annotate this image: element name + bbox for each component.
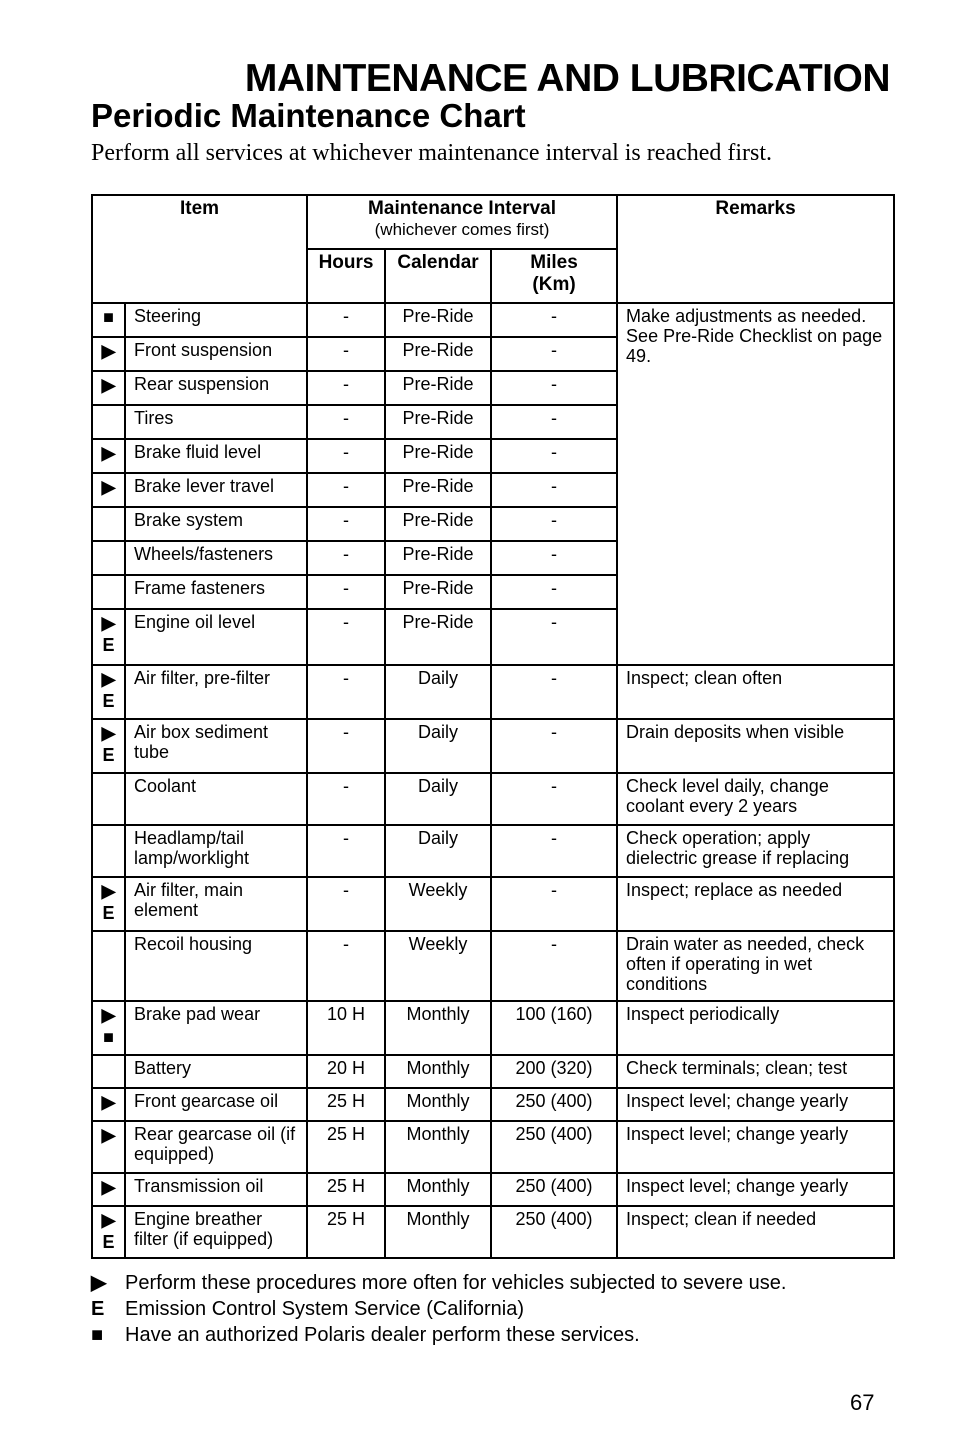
row-miles: - [491, 507, 617, 541]
row-miles: - [491, 575, 617, 609]
header-interval: Maintenance Interval (whichever comes first) [307, 195, 617, 249]
row-item: Recoil housing [125, 931, 307, 1001]
row-hours: 10 H [307, 1001, 385, 1055]
table-row [92, 1055, 894, 1088]
table-row [92, 931, 894, 1001]
row-symbol-secondary-icon: E [102, 903, 115, 923]
row-calendar: Daily [385, 773, 491, 825]
row-symbol [92, 609, 125, 665]
triangle-icon: ▶ [91, 1272, 107, 1294]
row-symbol-icon: ■ [103, 307, 114, 327]
row-item: Air filter, main element [125, 877, 307, 931]
row-symbol [92, 931, 125, 1001]
row-symbol [92, 665, 125, 719]
row-item: Brake pad wear [125, 1001, 307, 1055]
row-miles: - [491, 825, 617, 877]
row-miles: 250 (400) [491, 1121, 617, 1173]
row-miles: - [491, 877, 617, 931]
row-symbol [92, 337, 125, 371]
row-hours: - [307, 337, 385, 371]
row-remarks: Inspect; replace as needed [617, 877, 894, 931]
header-item: Item [92, 195, 307, 303]
row-hours: - [307, 371, 385, 405]
row-symbol-secondary-icon: E [102, 1232, 115, 1252]
row-remarks: Inspect level; change yearly [617, 1088, 894, 1121]
row-symbol [92, 1088, 125, 1121]
row-remarks: Inspect level; change yearly [617, 1121, 894, 1173]
row-hours: - [307, 405, 385, 439]
row-item: Wheels/fasteners [125, 541, 307, 575]
row-hours: - [307, 507, 385, 541]
row-symbol-icon: ▶ [101, 1125, 116, 1145]
row-symbol [92, 825, 125, 877]
row-symbol-icon: ▶ [101, 1210, 116, 1230]
table-row [92, 1173, 894, 1206]
row-calendar: Pre-Ride [385, 439, 491, 473]
table-row [92, 1001, 894, 1055]
legend-row-severe [91, 1270, 786, 1296]
legend-text: Emission Control System Service (California) [125, 1298, 525, 1320]
row-miles: 250 (400) [491, 1173, 617, 1206]
row-symbol [92, 1001, 125, 1055]
legend-text: Have an authorized Polaris dealer perform these services. [125, 1324, 640, 1346]
header-calendar: Calendar [385, 249, 491, 303]
table-row [92, 1088, 894, 1121]
row-symbol-icon: ▶ [101, 881, 116, 901]
row-symbol-icon: ▶ [101, 341, 116, 361]
row-item: Rear gearcase oil (if equipped) [125, 1121, 307, 1173]
row-symbol [92, 575, 125, 609]
row-calendar: Monthly [385, 1055, 491, 1088]
row-remarks: Check terminals; clean; test [617, 1055, 894, 1088]
row-symbol [92, 877, 125, 931]
row-item: Engine breather filter (if equipped) [125, 1206, 307, 1258]
row-symbol-icon: ▶ [101, 443, 116, 463]
row-calendar: Weekly [385, 877, 491, 931]
row-miles: - [491, 773, 617, 825]
row-hours: 25 H [307, 1088, 385, 1121]
row-miles: 200 (320) [491, 1055, 617, 1088]
row-calendar: Weekly [385, 931, 491, 1001]
row-item: Front gearcase oil [125, 1088, 307, 1121]
table-row [92, 825, 894, 877]
row-symbol-icon: ▶ [101, 613, 116, 633]
row-remarks: Inspect level; change yearly [617, 1173, 894, 1206]
row-item: Engine oil level [125, 609, 307, 665]
row-symbol-secondary-icon: E [102, 635, 115, 655]
row-calendar: Daily [385, 825, 491, 877]
row-symbol [92, 405, 125, 439]
row-calendar: Pre-Ride [385, 303, 491, 337]
legend [91, 1270, 786, 1348]
table-row [92, 303, 894, 337]
row-hours: - [307, 609, 385, 665]
row-hours: - [307, 575, 385, 609]
row-hours: - [307, 303, 385, 337]
row-symbol-secondary-icon: ■ [103, 1027, 114, 1047]
legend-row-emission [91, 1296, 786, 1322]
row-symbol [92, 1206, 125, 1258]
row-miles: - [491, 719, 617, 773]
page-number: 67 [850, 1390, 875, 1415]
header-interval-note: (whichever comes first) [374, 220, 550, 239]
row-hours: 25 H [307, 1173, 385, 1206]
table-row [92, 1206, 894, 1258]
row-remarks: Inspect periodically [617, 1001, 894, 1055]
row-symbol-icon: ▶ [101, 477, 116, 497]
row-calendar: Monthly [385, 1121, 491, 1173]
section-title: MAINTENANCE AND LUBRICATION [244, 57, 890, 100]
table-row [92, 877, 894, 931]
row-hours: - [307, 773, 385, 825]
table-row [92, 773, 894, 825]
row-symbol-icon: ▶ [101, 723, 116, 743]
row-calendar: Pre-Ride [385, 541, 491, 575]
row-item: Battery [125, 1055, 307, 1088]
row-symbol [92, 439, 125, 473]
table-row [92, 1121, 894, 1173]
row-miles: - [491, 337, 617, 371]
row-miles: 100 (160) [491, 1001, 617, 1055]
row-symbol [92, 371, 125, 405]
row-hours: - [307, 473, 385, 507]
row-calendar: Monthly [385, 1173, 491, 1206]
row-item: Brake lever travel [125, 473, 307, 507]
row-symbol-icon: ▶ [101, 375, 116, 395]
row-miles: - [491, 473, 617, 507]
row-symbol [92, 1173, 125, 1206]
row-miles: 250 (400) [491, 1206, 617, 1258]
row-remarks: Make adjustments as needed. See Pre-Ride Checklist on page 49. [617, 303, 894, 665]
header-miles: Miles (Km) [491, 249, 617, 303]
row-calendar: Monthly [385, 1206, 491, 1258]
row-item: Air filter, pre-filter [125, 665, 307, 719]
row-remarks: Inspect; clean if needed [617, 1206, 894, 1258]
row-remarks: Drain deposits when visible [617, 719, 894, 773]
row-hours: - [307, 719, 385, 773]
legend-text: Perform these procedures more often for vehicles subjected to severe use. [125, 1272, 787, 1294]
row-hours: - [307, 541, 385, 575]
row-miles: - [491, 541, 617, 575]
row-hours: - [307, 439, 385, 473]
page-title: Periodic Maintenance Chart [91, 97, 526, 134]
row-item: Headlamp/tail lamp/worklight [125, 825, 307, 877]
row-calendar: Pre-Ride [385, 609, 491, 665]
row-symbol-icon: ▶ [101, 1177, 116, 1197]
row-hours: 25 H [307, 1121, 385, 1173]
row-calendar: Pre-Ride [385, 473, 491, 507]
row-remarks: Inspect; clean often [617, 665, 894, 719]
row-symbol [92, 507, 125, 541]
row-remarks: Drain water as needed, check often if operating in wet conditions [617, 931, 894, 1001]
row-calendar: Pre-Ride [385, 405, 491, 439]
maintenance-table [91, 194, 895, 1259]
row-remarks: Check level daily, change coolant every 2 years [617, 773, 894, 825]
header-remarks: Remarks [617, 195, 894, 303]
legend-row-dealer [91, 1322, 786, 1348]
row-symbol-icon: ▶ [101, 1092, 116, 1112]
row-item: Coolant [125, 773, 307, 825]
row-symbol [92, 1055, 125, 1088]
row-calendar: Pre-Ride [385, 507, 491, 541]
row-remarks: Check operation; apply dielectric grease if replacing [617, 825, 894, 877]
row-item: Rear suspension [125, 371, 307, 405]
row-item: Front suspension [125, 337, 307, 371]
header-hours: Hours [307, 249, 385, 303]
row-symbol-icon: ▶ [101, 1005, 116, 1025]
emission-e-icon: E [91, 1298, 105, 1320]
row-hours: - [307, 825, 385, 877]
row-symbol [92, 303, 125, 337]
row-calendar: Monthly [385, 1001, 491, 1055]
row-item: Transmission oil [125, 1173, 307, 1206]
row-miles: - [491, 931, 617, 1001]
row-symbol-secondary-icon: E [102, 745, 115, 765]
table-row [92, 665, 894, 719]
row-hours: 20 H [307, 1055, 385, 1088]
row-item: Frame fasteners [125, 575, 307, 609]
row-symbol-secondary-icon: E [102, 691, 115, 711]
row-miles: - [491, 405, 617, 439]
row-calendar: Monthly [385, 1088, 491, 1121]
row-calendar: Daily [385, 665, 491, 719]
row-item: Steering [125, 303, 307, 337]
row-miles: - [491, 665, 617, 719]
row-miles: - [491, 439, 617, 473]
row-calendar: Pre-Ride [385, 337, 491, 371]
row-item: Brake fluid level [125, 439, 307, 473]
row-symbol-icon: ▶ [101, 669, 116, 689]
row-hours: - [307, 665, 385, 719]
row-item: Air box sediment tube [125, 719, 307, 773]
row-miles: - [491, 303, 617, 337]
row-calendar: Pre-Ride [385, 371, 491, 405]
row-calendar: Daily [385, 719, 491, 773]
row-calendar: Pre-Ride [385, 575, 491, 609]
row-symbol [92, 773, 125, 825]
row-miles: - [491, 371, 617, 405]
row-hours: 25 H [307, 1206, 385, 1258]
row-symbol [92, 1121, 125, 1173]
row-symbol [92, 719, 125, 773]
table-row [92, 719, 894, 773]
square-icon: ■ [91, 1324, 104, 1346]
intro-text: Perform all services at whichever maintenance interval is reached first. [91, 140, 773, 166]
row-symbol [92, 473, 125, 507]
row-miles: - [491, 609, 617, 665]
row-hours: - [307, 931, 385, 1001]
row-item: Brake system [125, 507, 307, 541]
row-miles: 250 (400) [491, 1088, 617, 1121]
row-hours: - [307, 877, 385, 931]
row-symbol [92, 541, 125, 575]
row-item: Tires [125, 405, 307, 439]
